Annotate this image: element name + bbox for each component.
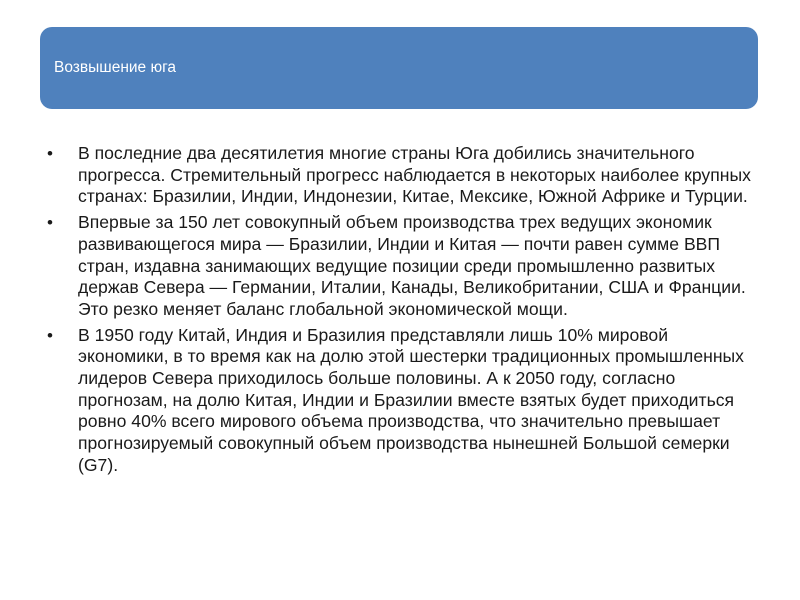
bullet-item: [47, 143, 762, 208]
bullet-text: В 1950 году Китай, Индия и Бразилия представляли лишь 10% мировой экономики, в то время как на долю этой шестерки традиционных промышленных лидеров Севера приходилось больше половины. А к 2050 году, согласно прогнозам, на долю Китая, Индии и Бразилии вместе взятых будет приходиться ровно 40% всего мирового объема производства, что значительно превышает прогнозируемый совокупный объем производства нынешней Большой семерки (G7).: [78, 324, 744, 475]
bullet-icon: •: [47, 213, 53, 233]
bullet-icon: •: [47, 144, 53, 163]
bullet-text: В последние два десятилетия многие страны Юга добились значительного прогресса. Стремительный прогресс наблюдается в некоторых наиболее крупных странах: Бразилии, Индии, Индонезии, Китае, Мексике, Южной Африке и Турции.: [78, 143, 751, 207]
bullet-item: [47, 212, 762, 321]
slide-title: Возвышение юга: [54, 59, 177, 76]
bullet-list: [47, 143, 762, 481]
bullet-text: Впервые за 150 лет совокупный объем производства трех ведущих экономик развивающегося мира — Бразилии, Индии и Китая — почти равен сумме ВВП стран, издавна занимающих ведущие позиции среди промышленно развитых держав Севера — Германии, Италии, Канады, Великобритании, США и Франции. Это резко меняет баланс глобальной экономической мощи.: [78, 212, 746, 319]
bullet-icon: •: [47, 325, 53, 345]
bullet-item: [47, 325, 762, 477]
title-banner: [40, 27, 758, 109]
